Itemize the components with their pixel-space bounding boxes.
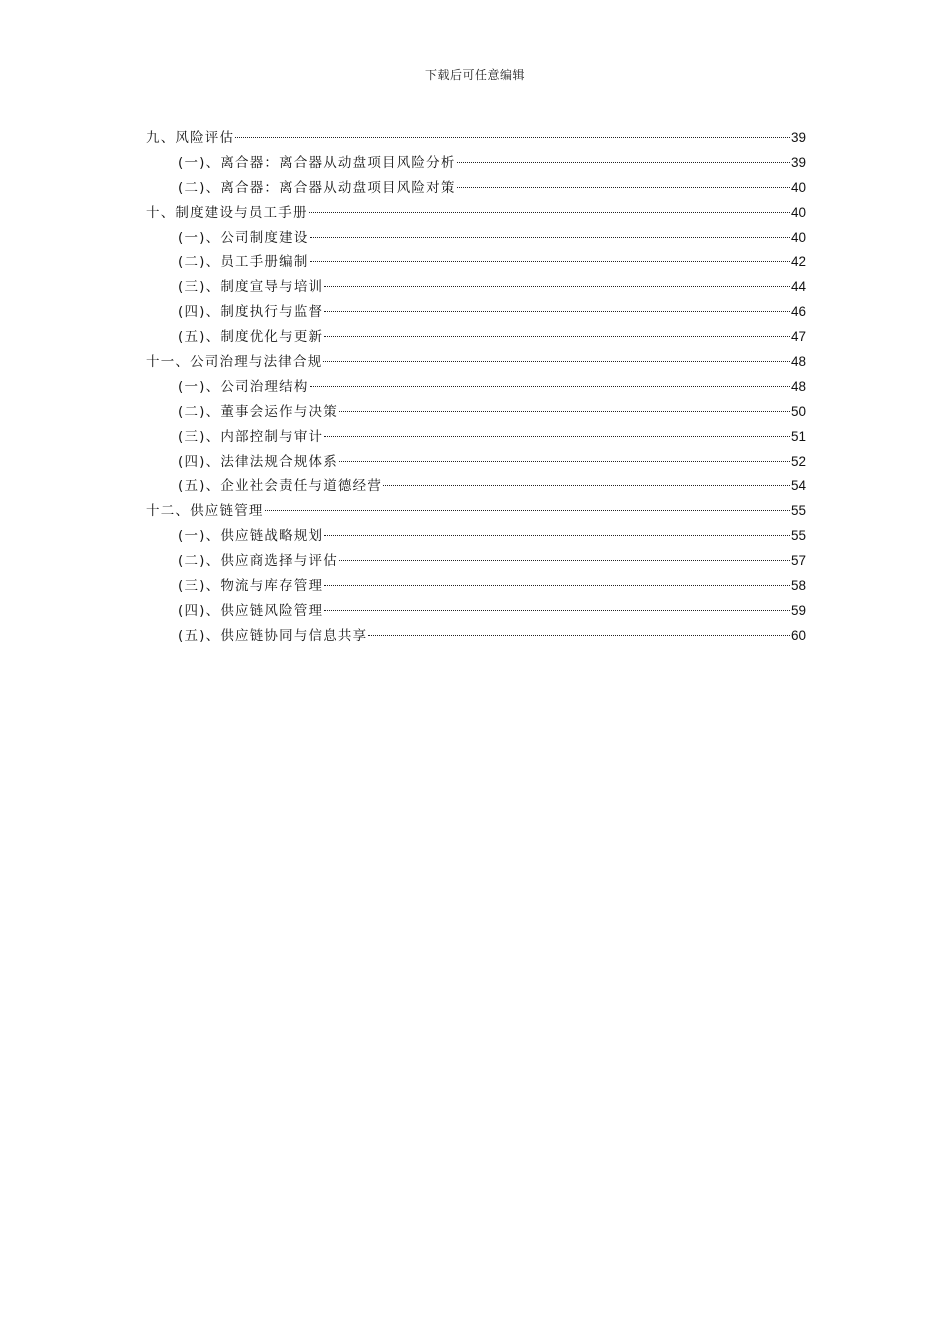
dot-leader — [324, 535, 790, 536]
toc-entry-label: (五)、企业社会责任与道德经营 — [178, 478, 383, 495]
toc-entry[interactable] — [146, 624, 806, 649]
dot-leader — [324, 610, 790, 611]
toc-entry-label: (一)、供应链战略规划 — [178, 528, 324, 545]
toc-entry-page: 52 — [790, 453, 806, 469]
table-of-contents — [146, 126, 806, 649]
toc-entry-label: 十二、供应链管理 — [146, 503, 264, 520]
toc-entry-page: 40 — [790, 204, 806, 220]
toc-entry[interactable] — [146, 201, 806, 226]
toc-entry-label: (四)、制度执行与监督 — [178, 304, 324, 321]
toc-entry-label: (一)、公司治理结构 — [178, 378, 309, 395]
toc-entry-label: (二)、离合器：离合器从动盘项目风险对策 — [178, 179, 456, 196]
toc-entry-page: 51 — [790, 428, 806, 444]
toc-entry[interactable] — [146, 499, 806, 524]
toc-entry-label: 十一、公司治理与法律合规 — [146, 354, 323, 371]
toc-entry[interactable] — [146, 226, 806, 251]
toc-entry-label: (五)、供应链协同与信息共享 — [178, 627, 368, 644]
toc-entry[interactable] — [146, 176, 806, 201]
toc-entry-page: 50 — [790, 403, 806, 419]
toc-entry-label: 九、风险评估 — [146, 130, 235, 146]
toc-entry[interactable] — [146, 450, 806, 475]
toc-entry-page: 48 — [790, 354, 806, 370]
dot-leader — [324, 336, 790, 337]
toc-entry[interactable] — [146, 151, 806, 176]
toc-entry-page: 42 — [790, 254, 806, 270]
toc-entry[interactable] — [146, 574, 806, 599]
dot-leader — [324, 436, 790, 437]
dot-leader — [309, 212, 790, 213]
toc-entry-label: (二)、供应商选择与评估 — [178, 553, 338, 570]
toc-entry-label: (一)、离合器：离合器从动盘项目风险分析 — [178, 154, 456, 171]
toc-entry[interactable] — [146, 126, 806, 151]
toc-entry-page: 55 — [790, 503, 806, 519]
toc-entry-page: 58 — [790, 578, 806, 594]
dot-leader — [235, 137, 790, 138]
dot-leader — [265, 510, 790, 511]
toc-entry-page: 57 — [790, 553, 806, 569]
dot-leader — [324, 585, 790, 586]
dot-leader — [457, 162, 790, 163]
toc-entry-page: 46 — [790, 304, 806, 320]
dot-leader — [324, 311, 790, 312]
toc-entry-label: (二)、员工手册编制 — [178, 254, 309, 271]
toc-entry[interactable] — [146, 300, 806, 325]
dot-leader — [323, 361, 790, 362]
toc-entry-page: 60 — [790, 627, 806, 643]
toc-entry-label: 十、制度建设与员工手册 — [146, 204, 308, 221]
toc-entry-label: (一)、公司制度建设 — [178, 229, 309, 246]
toc-entry-page: 48 — [790, 378, 806, 394]
dot-leader — [339, 461, 790, 462]
toc-entry-page: 40 — [790, 179, 806, 195]
toc-entry-label: (三)、物流与库存管理 — [178, 578, 324, 595]
dot-leader — [310, 261, 790, 262]
dot-leader — [324, 286, 790, 287]
toc-entry[interactable] — [146, 425, 806, 450]
toc-entry[interactable] — [146, 599, 806, 624]
toc-entry[interactable] — [146, 375, 806, 400]
toc-entry[interactable] — [146, 474, 806, 499]
dot-leader — [310, 237, 790, 238]
toc-entry-label: (四)、供应链风险管理 — [178, 602, 324, 619]
toc-entry-page: 59 — [790, 602, 806, 618]
dot-leader — [339, 411, 790, 412]
toc-entry-page: 44 — [790, 279, 806, 295]
dot-leader — [383, 485, 790, 486]
toc-entry-label: (三)、制度宣导与培训 — [178, 279, 324, 296]
toc-entry[interactable] — [146, 549, 806, 574]
toc-entry[interactable] — [146, 250, 806, 275]
dot-leader — [368, 635, 790, 636]
dot-leader — [339, 560, 790, 561]
toc-entry-page: 54 — [790, 478, 806, 494]
toc-entry-label: (四)、法律法规合规体系 — [178, 453, 338, 470]
toc-entry[interactable] — [146, 524, 806, 549]
toc-entry[interactable] — [146, 350, 806, 375]
toc-entry-page: 40 — [790, 229, 806, 245]
toc-entry-page: 55 — [790, 528, 806, 544]
toc-entry-page: 47 — [790, 329, 806, 345]
toc-entry-label: (二)、董事会运作与决策 — [178, 403, 338, 420]
toc-entry-label: (三)、内部控制与审计 — [178, 428, 324, 445]
dot-leader — [457, 187, 790, 188]
page-header: 下载后可任意编辑 — [424, 68, 525, 82]
toc-entry[interactable] — [146, 400, 806, 425]
dot-leader — [310, 386, 790, 387]
toc-entry-label: (五)、制度优化与更新 — [178, 329, 324, 346]
toc-entry-page: 39 — [790, 130, 806, 145]
toc-entry[interactable] — [146, 275, 806, 300]
toc-entry-page: 39 — [790, 154, 806, 170]
toc-entry[interactable] — [146, 325, 806, 350]
